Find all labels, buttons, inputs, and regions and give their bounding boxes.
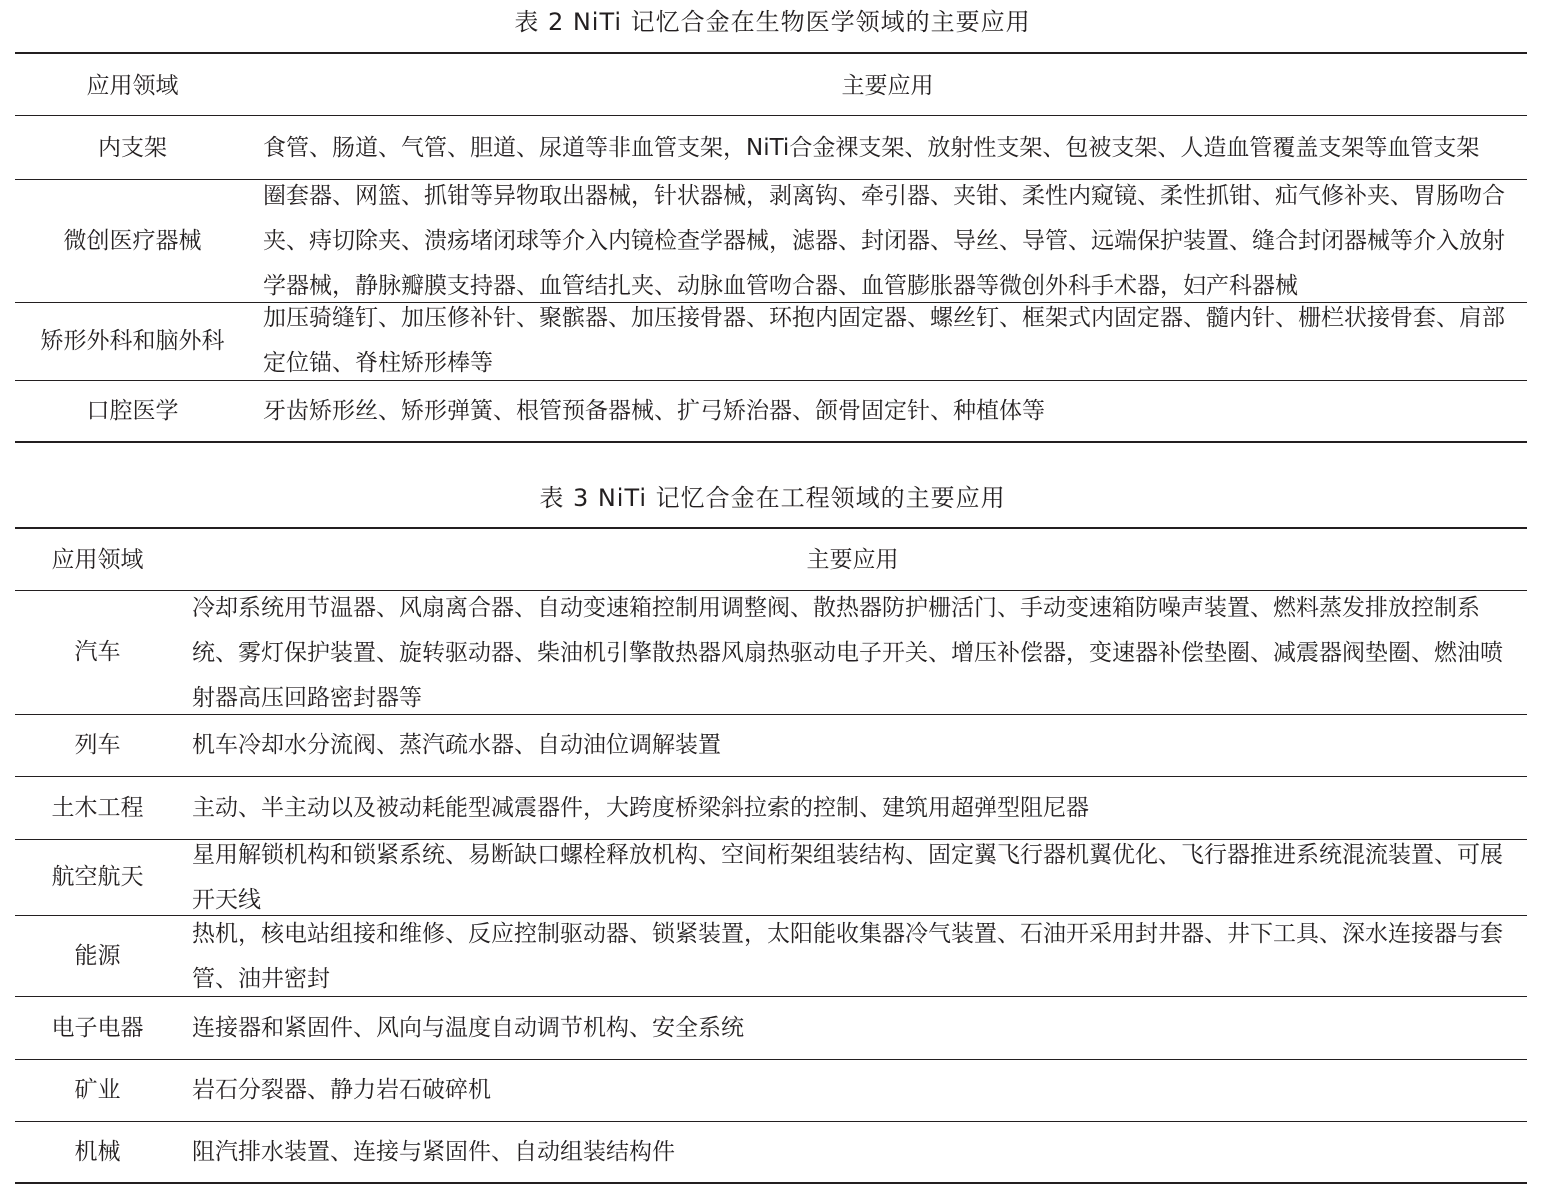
table2-apps-minimally-invasive: 圈套器、网篮、抓钳等异物取出器械，针状器械，剥离钩、牵引器、夹钳、柔性内窥镜、柔性抓钳、疝气修补夹、胃肠吻合夹、痔切除夹、溃疡堵闭球等介入内镜检查学器械，滤器、封闭器、导丝、导管、远端保护装置、缝合封闭器械等介入放射学器械，静脉瓣膜支持器、血管结扎夹、动脉血管吻合器、血管膨胀器等微创外科手术器，妇产科器械 [263, 182, 1505, 299]
table3-field-machinery: 机械 [74, 1138, 121, 1165]
table3-header-apps-text: 主要应用 [806, 547, 899, 573]
table3-apps-civil-engineering: 主动、半主动以及被动耗能型减震器件，大跨度桥梁斜拉索的控制、建筑用超弹型阻尼器 [192, 794, 1089, 821]
table2-row-field [15, 382, 250, 440]
table3-row-field [15, 778, 180, 838]
table2-row-field [15, 120, 250, 177]
table3-row-field [15, 592, 180, 713]
table2-row-apps [263, 173, 1518, 309]
table3-row-field [15, 715, 180, 775]
table3-apps-aerospace: 星用解锁机构和锁紧系统、易断缺口螺栓释放机构、空间桁架组装结构、固定翼飞行器机翼优化、飞行器推进系统混流装置、可展开天线 [192, 842, 1503, 913]
table3-row-rule [15, 1059, 1527, 1060]
table2-apps-neizhijia: 食管、肠道、气管、胆道、尿道等非血管支架，NiTi合金裸支架、放射性支架、包被支架、人造血管覆盖支架等血管支架 [263, 135, 1480, 161]
table3-apps-mining: 岩石分裂器、静力岩石破碎机 [192, 1077, 491, 1103]
table3-caption: 表 3 NiTi 记忆合金在工程领域的主要应用 [539, 484, 1006, 512]
table2-bottom-rule [15, 441, 1527, 443]
table3-header-field-text: 应用领域 [51, 547, 144, 573]
table3-apps-electronics: 连接器和紧固件、风向与温度自动调节机构、安全系统 [192, 1014, 744, 1041]
table3-row-apps [192, 715, 1517, 775]
table3-apps-machinery: 阻汽排水装置、连接与紧固件、自动组装结构件 [192, 1138, 675, 1165]
table3-row-apps [192, 778, 1517, 838]
table3-row-rule [15, 776, 1527, 777]
table3-bottom-rule [15, 1182, 1527, 1184]
table2-top-rule [15, 52, 1527, 54]
table3-apps-energy: 热机，核电站组接和维修、反应控制驱动器、锁紧装置，太阳能收集器冷气装置、石油开采用封井器、井下工具、深水连接器与套管、油井密封 [192, 921, 1503, 992]
table3-row-field [15, 1123, 180, 1181]
table2-header-apps [260, 58, 1515, 114]
table3-apps-train: 机车冷却水分流阀、蒸汽疏水器、自动油位调解装置 [192, 731, 721, 758]
table2-header-apps-text: 主要应用 [841, 72, 934, 99]
table3-row-apps [192, 835, 1517, 921]
table2-field-neizhijia: 内支架 [98, 135, 167, 161]
table3-field-electronics: 电子电器 [51, 1014, 144, 1041]
table2-caption: 表 2 NiTi 记忆合金在生物医学领域的主要应用 [514, 8, 1031, 36]
table3-row-apps [192, 1123, 1517, 1181]
table2-row-apps [263, 382, 1518, 440]
table2-header-field-text: 应用领域 [86, 72, 179, 99]
table2-row-field [15, 181, 250, 301]
table3-row-field [15, 841, 180, 914]
table2-row-apps [263, 297, 1518, 385]
table2-row-rule [15, 380, 1527, 381]
table3-row-field [15, 1061, 180, 1120]
table2-row-field [15, 303, 250, 379]
table2-field-stomatology: 口腔医学 [86, 397, 179, 424]
table3-row-field [15, 917, 180, 995]
table2-apps-stomatology: 牙齿矫形丝、矫形弹簧、根管预备器械、扩弓矫治器、颌骨固定针、种植体等 [263, 397, 1045, 424]
table3-field-civil-engineering: 土木工程 [51, 794, 144, 821]
table3-row-apps [192, 913, 1517, 1001]
table3-row-rule [15, 1121, 1527, 1122]
table3-header-field [15, 532, 180, 589]
table3-row-rule [15, 996, 1527, 997]
table3-header-apps [190, 532, 1515, 589]
table2-apps-orthopedics: 加压骑缝钉、加压修补针、聚髌器、加压接骨器、环抱内固定器、螺丝钉、框架式内固定器、髓内针、栅栏状接骨套、肩部定位锚、脊柱矫形棒等 [263, 305, 1505, 376]
table3-top-rule [15, 527, 1527, 529]
table2-field-minimally-invasive: 微创医疗器械 [63, 227, 202, 254]
table3-row-apps [192, 585, 1517, 721]
table3-row-field [15, 998, 180, 1058]
table3-field-train: 列车 [74, 731, 121, 758]
table2-header-rule [15, 115, 1527, 116]
table3-field-mining: 矿业 [74, 1077, 121, 1103]
table3-field-aerospace: 航空航天 [51, 864, 144, 890]
table3-apps-automobile: 冷却系统用节温器、风扇离合器、自动变速箱控制用调整阀、散热器防护栅活门、手动变速箱防噪声装置、燃料蒸发排放控制系统、雾灯保护装置、旋转驱动器、柴油机引擎散热器风扇热驱动电子开关、增压补偿器，变速器补偿垫圈、减震器阀垫圈、燃油喷射器高压回路密封器等 [192, 594, 1503, 711]
table3-field-automobile: 汽车 [74, 639, 121, 665]
table3-row-apps [192, 998, 1517, 1058]
table2-header-field [15, 58, 250, 114]
table2-row-apps [263, 120, 1518, 177]
table3-row-apps [192, 1061, 1517, 1120]
table3-field-energy: 能源 [74, 942, 121, 969]
table2-field-orthopedics: 矫形外科和脑外科 [40, 327, 225, 354]
